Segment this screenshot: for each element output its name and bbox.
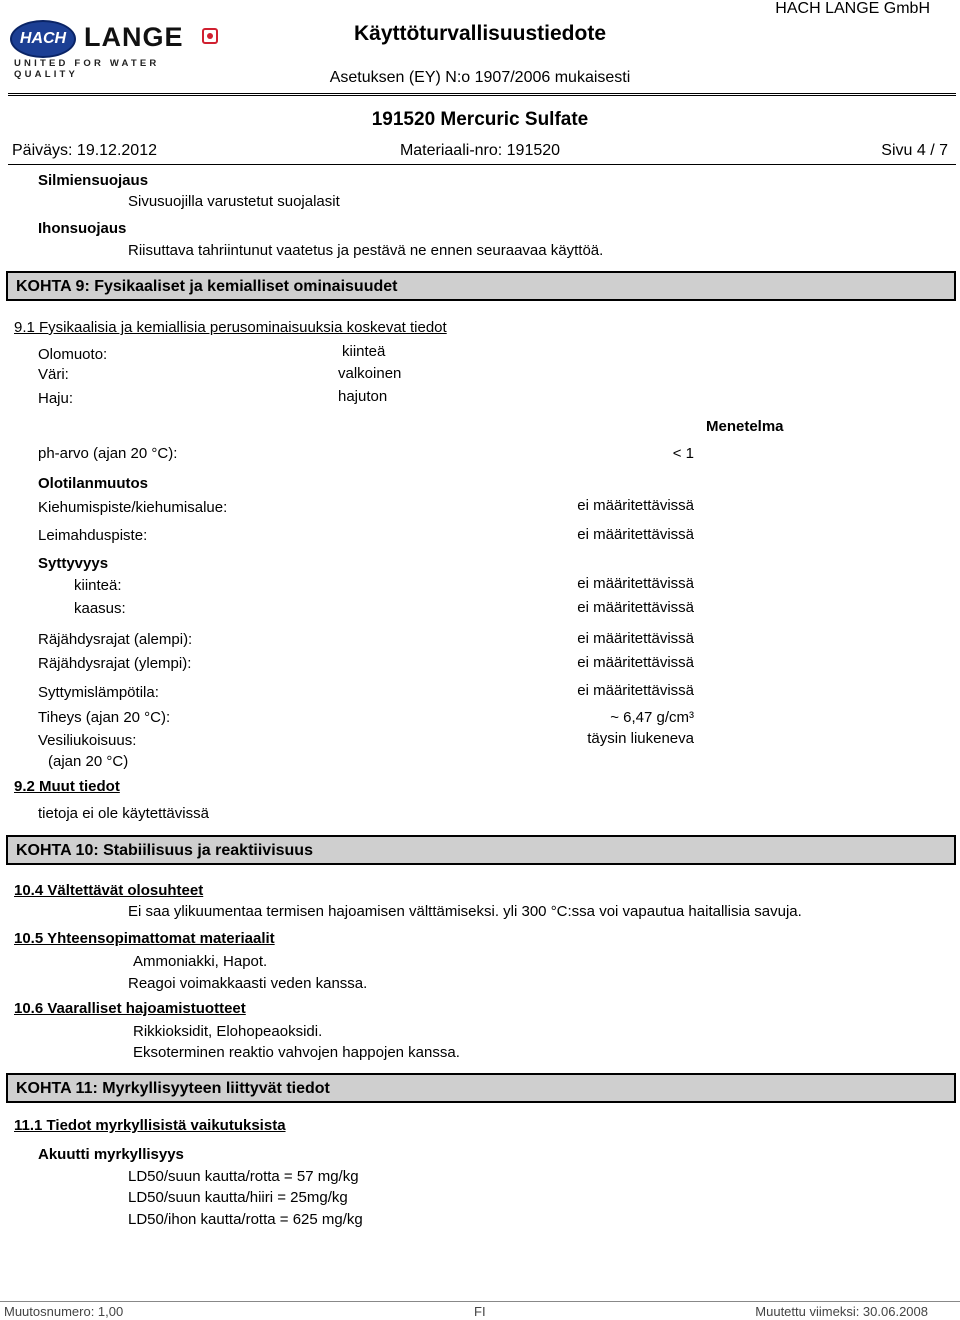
boiling-point-value: ei määritettävissä: [577, 497, 694, 514]
section-11-header: [6, 1073, 956, 1103]
subsection-9-2-title: 9.2 Muut tiedot: [14, 778, 120, 795]
skin-protection-text: Riisuttava tahriintunut vaatetus ja pestävä ne ennen seuraavaa käyttöä.: [128, 242, 604, 259]
upper-explosion-limit-value: ei määritettävissä: [577, 654, 694, 671]
other-info-text: tietoja ei ole käytettävissä: [38, 805, 209, 822]
skin-protection-heading: Ihonsuojaus: [38, 220, 127, 237]
company-name: HACH LANGE GmbH: [775, 0, 930, 17]
eye-protection-heading: Silmiensuojaus: [38, 172, 149, 189]
water-solubility-temperature: (ajan 20 °C): [48, 753, 129, 770]
ld50-oral-mouse: LD50/suun kautta/hiiri = 25mg/kg: [128, 1189, 348, 1206]
upper-explosion-limit-label: Räjähdysrajat (ylempi):: [38, 655, 192, 672]
lower-explosion-limit-value: ei määritettävissä: [577, 630, 694, 647]
ph-value: < 1: [672, 445, 694, 462]
section-10-title: KOHTA 10: Stabiilisuus ja reaktiivisuus: [16, 842, 313, 859]
ignition-temperature-value: ei määritettävissä: [577, 682, 694, 699]
header-divider: [8, 93, 956, 96]
section-11-title: KOHTA 11: Myrkyllisyyteen liittyvät tiedot: [16, 1080, 330, 1097]
lower-explosion-limit-label: Räjähdysrajat (alempi):: [38, 631, 193, 648]
ph-label: ph-arvo (ajan 20 °C):: [38, 445, 178, 462]
ld50-dermal-rat: LD50/ihon kautta/rotta = 625 mg/kg: [128, 1211, 363, 1228]
odor-value: hajuton: [338, 388, 388, 405]
color-value: valkoinen: [338, 365, 402, 382]
form-label: Olomuoto:: [38, 346, 108, 363]
flammability-solid-label: kiinteä:: [74, 577, 122, 594]
incompatible-materials-line-2: Reagoi voimakkaasti veden kanssa.: [128, 975, 368, 992]
subsection-10-5-title: 10.5 Yhteensopimattomat materiaalit: [14, 930, 275, 947]
ignition-temperature-label: Syttymislämpötila:: [38, 684, 159, 701]
eye-protection-text: Sivusuojilla varustetut suojalasit: [128, 193, 340, 210]
flammability-heading: Syttyvyys: [38, 555, 109, 572]
section-10-header: [6, 835, 956, 865]
ld50-oral-rat: LD50/suun kautta/rotta = 57 mg/kg: [128, 1168, 359, 1185]
flammability-gas-label: kaasus:: [74, 600, 126, 617]
state-change-heading: Olotilanmuutos: [38, 475, 148, 492]
density-value: ~ 6,47 g/cm³: [610, 709, 694, 726]
water-solubility-value: täysin liukeneva: [587, 730, 694, 747]
subsection-11-1-title: 11.1 Tiedot myrkyllisistä vaikutuksista: [14, 1117, 286, 1134]
water-solubility-label: Vesiliukoisuus:: [38, 732, 137, 749]
boiling-point-label: Kiehumispiste/kiehumisalue:: [38, 499, 228, 516]
flash-point-value: ei määritettävissä: [577, 526, 694, 543]
hach-logo-mark: HACH: [10, 20, 76, 58]
density-label: Tiheys (ajan 20 °C):: [38, 709, 171, 726]
conditions-to-avoid-text: Ei saa ylikuumentaa termisen hajoamisen välttämiseksi. yli 300 °C:ssa voi vapautua haitallisia savuja.: [128, 903, 802, 920]
form-value: kiinteä: [342, 343, 386, 360]
document-title: Käyttöturvallisuustiedote: [353, 22, 607, 45]
lange-logo-text: LANGE: [84, 22, 184, 52]
product-name: 191520 Mercuric Sulfate: [371, 109, 589, 130]
logo-tagline: UNITED FOR WATER QUALITY: [14, 58, 160, 80]
header-bottom-divider: [8, 164, 956, 165]
decomposition-products-line-2: Eksoterminen reaktio vahvojen happojen kanssa.: [133, 1044, 460, 1061]
footer-divider: [0, 1301, 960, 1302]
last-modified-date: Muutettu viimeksi: 30.06.2008: [755, 1304, 928, 1319]
subsection-9-1-title: 9.1 Fysikaalisia ja kemiallisia perusominaisuuksia koskevat tiedot: [14, 319, 447, 336]
flash-point-label: Leimahduspiste:: [38, 527, 148, 544]
revision-number: Muutosnumero: 1,00: [4, 1304, 124, 1319]
material-number: Materiaali-nro: 191520: [399, 142, 561, 159]
section-9-header: [6, 271, 956, 301]
issue-date: Päiväys: 19.12.2012: [12, 142, 157, 159]
acute-toxicity-heading: Akuutti myrkyllisyys: [38, 1146, 184, 1163]
incompatible-materials-line-1: Ammoniakki, Hapot.: [133, 953, 268, 970]
flammability-solid-value: ei määritettävissä: [577, 575, 694, 592]
decomposition-products-line-1: Rikkioksidit, Elohopeaoksidi.: [133, 1023, 323, 1040]
regulation-text: Asetuksen (EY) N:o 1907/2006 mukaisesti: [329, 69, 631, 86]
subsection-10-6-title: 10.6 Vaaralliset hajoamistuotteet: [14, 1000, 246, 1017]
method-column-heading: Menetelma: [706, 418, 784, 435]
flammability-gas-value: ei määritettävissä: [577, 599, 694, 616]
color-label: Väri:: [38, 366, 69, 383]
page-number: Sivu 4 / 7: [881, 142, 948, 159]
subsection-10-4-title: 10.4 Vältettävät olosuhteet: [14, 882, 204, 899]
language-code: FI: [474, 1304, 486, 1319]
odor-label: Haju:: [38, 390, 74, 407]
section-9-title: KOHTA 9: Fysikaaliset ja kemialliset ominaisuudet: [16, 278, 398, 295]
